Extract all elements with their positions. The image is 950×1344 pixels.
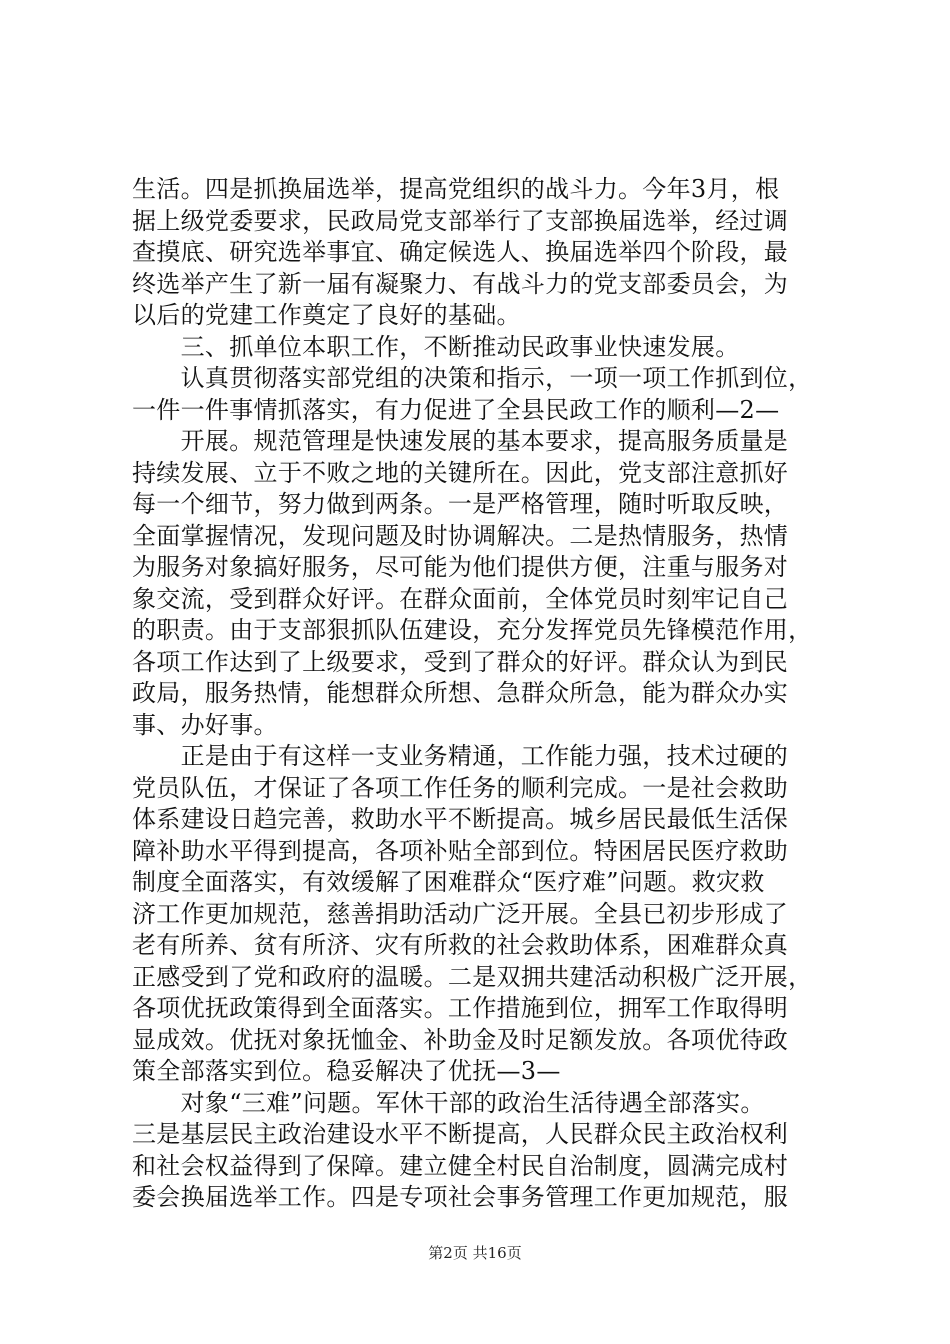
text-line: 认真贯彻落实部党组的决策和指示，一项一项工作抓到位， — [132, 364, 813, 392]
text-line: 各项优抚政策得到全面落实。工作措施到位，拥军工作取得明 — [132, 994, 789, 1022]
text-line: 的职责。由于支部狠抓队伍建设，充分发挥党员先锋模范作用， — [132, 616, 813, 644]
paragraph — [132, 363, 832, 426]
paragraph — [132, 1088, 832, 1214]
page-number-label: 第2页 共16页 — [428, 1244, 522, 1262]
text-line: 老有所养、贫有所济、灾有所救的社会救助体系，困难群众真 — [132, 931, 789, 959]
text-line: 对象“三难”问题。军休干部的政治生活待遇全部落实。 — [132, 1088, 765, 1117]
text-line: 显成效。优抚对象抚恤金、补助金及时足额发放。各项优待政 — [132, 1025, 789, 1054]
paragraph — [132, 426, 832, 741]
text-line: 一件一件事情抓落实，有力促进了全县民政工作的顺利—2— — [132, 395, 780, 424]
page-number-footer — [0, 1243, 950, 1263]
paragraph — [132, 174, 832, 332]
text-line: 查摸底、研究选举事宜、确定候选人、换届选举四个阶段，最 — [132, 238, 789, 266]
text-line: 障补助水平得到提高，各项补贴全部到位。特困居民医疗救助 — [132, 836, 789, 865]
text-line: 政局，服务热情，能想群众所想、急群众所急，能为群众办实 — [132, 679, 789, 707]
text-line: 终选举产生了新一届有凝聚力、有战斗力的党支部委员会，为 — [132, 269, 789, 298]
text-line: 三是基层民主政治建设水平不断提高，人民群众民主政治权利 — [132, 1120, 789, 1148]
text-line: 党员队伍，才保证了各项工作任务的顺利完成。一是社会救助 — [132, 773, 789, 802]
text-line: 全面掌握情况，发现问题及时协调解决。二是热情服务，热情 — [132, 521, 789, 550]
text-line: 生活。四是抓换届选举，提高党组织的战斗力。今年3月，根 — [132, 175, 780, 203]
document-body — [132, 174, 832, 1214]
text-line: 委会换届选举工作。四是专项社会事务管理工作更加规范，服 — [132, 1183, 789, 1211]
text-line: 各项工作达到了上级要求，受到了群众的好评。群众认为到民 — [132, 647, 789, 676]
text-line: 正是由于有这样一支业务精通，工作能力强，技术过硬的 — [132, 742, 789, 770]
text-line: 事、办好事。 — [132, 710, 278, 739]
section-heading — [132, 332, 832, 364]
text-line: 持续发展、立于不败之地的关键所在。因此，党支部注意抓好 — [132, 458, 789, 487]
text-line: 为服务对象搞好服务，尽可能为他们提供方便，注重与服务对 — [132, 553, 789, 581]
text-line: 以后的党建工作奠定了良好的基础。 — [132, 301, 521, 329]
text-line: 三、抓单位本职工作，不断推动民政事业快速发展。 — [132, 332, 740, 361]
text-line: 象交流，受到群众好评。在群众面前，全体党员时刻牢记自己 — [132, 584, 789, 613]
text-line: 济工作更加规范，慈善捐助活动广泛开展。全县已初步形成了 — [132, 899, 789, 928]
text-line: 制度全面落实，有效缓解了困难群众“医疗难”问题。救灾救 — [132, 868, 765, 896]
text-line: 策全部落实到位。稳妥解决了优抚—3— — [132, 1057, 561, 1085]
text-line: 开展。规范管理是快速发展的基本要求，提高服务质量是 — [132, 427, 789, 455]
text-line: 体系建设日趋完善，救助水平不断提高。城乡居民最低生活保 — [132, 805, 789, 833]
text-line: 和社会权益得到了保障。建立健全村民自治制度，圆满完成村 — [132, 1151, 789, 1180]
paragraph — [132, 741, 832, 1088]
text-line: 每一个细节，努力做到两条。一是严格管理，随时听取反映， — [132, 490, 789, 518]
text-line: 正感受到了党和政府的温暖。二是双拥共建活动积极广泛开展， — [132, 962, 813, 991]
text-line: 据上级党委要求，民政局党支部举行了支部换届选举，经过调 — [132, 206, 789, 235]
